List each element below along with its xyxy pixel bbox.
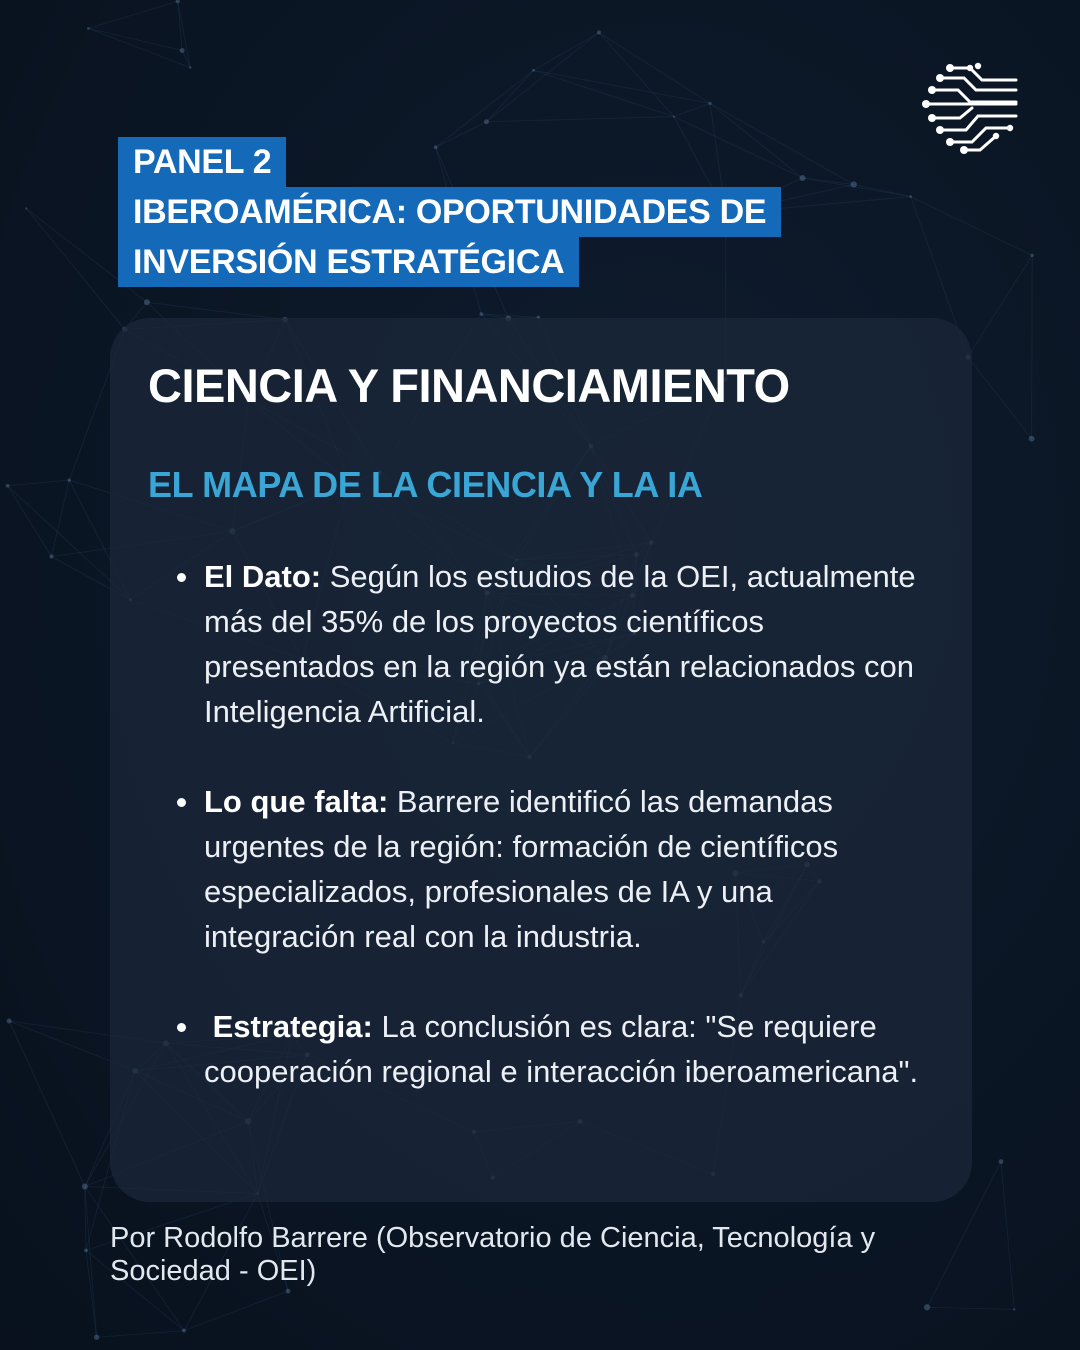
network-node xyxy=(597,31,601,35)
network-node xyxy=(189,66,191,68)
network-line xyxy=(1032,255,1033,438)
network-node xyxy=(7,1019,12,1024)
network-node xyxy=(799,175,805,181)
network-node xyxy=(144,299,150,305)
network-node xyxy=(286,1289,291,1294)
network-line xyxy=(486,70,533,121)
bullet-text: La conclusión es clara: "Se requiere cooperación regional e interacción iberoamericana". xyxy=(204,1009,919,1089)
network-line xyxy=(88,28,190,67)
network-line xyxy=(147,302,285,319)
bullet-item-dato xyxy=(204,554,924,734)
network-line xyxy=(178,1,182,50)
bullet-label: Lo que falta: xyxy=(204,784,389,819)
network-line xyxy=(184,1291,288,1330)
network-line xyxy=(178,1,191,67)
content-card xyxy=(110,318,972,1202)
network-line xyxy=(486,33,599,122)
network-node xyxy=(87,27,90,30)
network-node xyxy=(1029,436,1035,442)
bullet-text: Barrere identificó las demandas urgentes de la región: formación de científicos especializados, profesionales de IA y una integración real con la industria. xyxy=(204,784,839,954)
network-node xyxy=(479,312,483,316)
network-node xyxy=(484,119,489,124)
bullet-label: Estrategia: xyxy=(204,1009,373,1044)
network-line xyxy=(486,117,674,122)
network-node xyxy=(49,555,53,559)
byline: Por Rodolfo Barrere (Observatorio de Ciencia, Tecnología y Sociedad - OEI) xyxy=(110,1222,876,1287)
card-subtitle: EL MAPA DE LA CIENCIA Y LA IA xyxy=(148,464,703,505)
card-title: CIENCIA Y FINANCIAMIENTO xyxy=(148,359,790,412)
network-line xyxy=(968,255,1032,357)
bullet-item-lo-que-falta xyxy=(204,779,924,959)
network-node xyxy=(851,181,857,187)
network-line xyxy=(85,1186,97,1337)
network-node xyxy=(94,1335,99,1340)
network-line xyxy=(26,209,124,330)
bullet-label: El Dato: xyxy=(204,559,322,594)
network-line xyxy=(88,28,182,50)
network-node xyxy=(82,1183,88,1189)
network-line xyxy=(802,178,910,197)
network-line xyxy=(8,486,52,557)
network-line xyxy=(854,184,911,196)
network-node xyxy=(176,0,180,3)
panel-heading-line-2: IBEROAMÉRICA: OPORTUNIDADES DE xyxy=(118,187,781,237)
network-node xyxy=(1013,1308,1015,1310)
network-line xyxy=(968,357,1032,439)
network-node xyxy=(25,207,27,209)
network-line xyxy=(927,1307,1014,1309)
network-line xyxy=(534,33,599,71)
network-line xyxy=(1001,1162,1014,1310)
network-node xyxy=(708,102,711,105)
bullet-list xyxy=(204,554,924,1139)
network-line xyxy=(436,70,534,147)
bullet-text: Según los estudios de la OEI, actualmente más del 35% de los proyectos científicos presentados en la región ya están relacionados con Inteligencia Artificial. xyxy=(204,559,916,729)
network-line xyxy=(51,480,69,556)
bullet-item-estrategia xyxy=(204,1004,924,1094)
network-line xyxy=(802,178,853,185)
network-node xyxy=(532,69,535,72)
panel-heading-line-1: PANEL 2 xyxy=(118,137,286,187)
network-node xyxy=(999,1159,1004,1164)
network-node xyxy=(6,484,10,488)
panel-heading-line-3: INVERSIÓN ESTRATÉGICA xyxy=(118,237,579,287)
network-node xyxy=(673,115,675,117)
network-line xyxy=(97,1331,184,1338)
network-node xyxy=(909,195,912,198)
network-node xyxy=(1030,254,1033,257)
network-node xyxy=(924,1304,930,1310)
circuit-brain-icon xyxy=(920,60,1022,156)
network-line xyxy=(674,103,710,116)
panel-heading xyxy=(118,137,781,287)
network-line xyxy=(8,480,70,486)
network-line xyxy=(88,1,177,28)
network-line xyxy=(9,1021,85,1186)
network-node xyxy=(84,1249,88,1253)
network-node xyxy=(68,478,71,481)
network-node xyxy=(182,1329,186,1333)
network-node xyxy=(180,48,185,53)
